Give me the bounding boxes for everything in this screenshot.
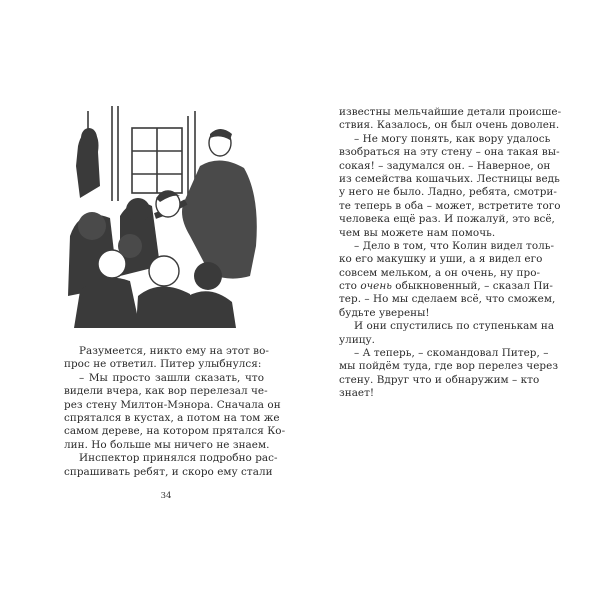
text-line: прос не ответил. Питер улыбнулся: <box>64 358 262 371</box>
text-line: тер. – Но мы сделаем всё, что сможем, <box>339 293 556 306</box>
chapter-illustration <box>60 106 270 328</box>
text-line: лин. Но больше мы ничего не знаем. <box>64 438 270 451</box>
illustration-inspector-and-children-icon <box>60 106 270 328</box>
italic-emphasis: очень <box>360 280 392 293</box>
text-line: – Не могу понять, как вору удалось <box>354 132 551 145</box>
text-line: известны мельчайшие детали происше- <box>339 106 562 118</box>
text-line: человека ещё раз. И пожалуй, это всё, <box>339 213 555 226</box>
text-line <box>339 280 553 293</box>
text-line: из семейства кошачьих. Лестницы ведь <box>339 172 560 185</box>
text-line: – Мы просто зашли сказать, что <box>79 371 264 384</box>
text-line: те теперь в оба – может, встретите того <box>339 199 561 212</box>
text-line: ствия. Казалось, он был очень доволен. <box>339 119 560 132</box>
left-page-text <box>64 345 286 479</box>
text-line: будьте уверены! <box>339 306 430 319</box>
text-line: Инспектор принялся подробно рас- <box>79 452 278 465</box>
text-line: спрашивать ребят, и скоро ему стали <box>64 465 273 478</box>
page-number: 34 <box>160 491 172 501</box>
text-line: И они спустились по ступенькам на <box>354 320 555 333</box>
text-line: – А теперь, – скомандовал Питер, – <box>354 347 549 360</box>
text-line: самом дереве, на котором прятался Ко- <box>64 425 286 438</box>
text-line: улицу. <box>339 333 376 346</box>
text-line: у него не было. Ладно, ребята, смотри- <box>339 186 557 199</box>
text-line: мы пойдём туда, где вор перелез через <box>339 360 559 373</box>
text-line: совсем мельком, а он очень, ну про- <box>339 266 541 279</box>
text-fragment: сто <box>339 280 361 293</box>
text-line: стену. Вдруг что и обнаружим – кто <box>339 373 540 386</box>
text-line: чем вы можете нам помочь. <box>339 226 496 239</box>
text-line: сокая! – задумался он. – Наверное, он <box>339 159 551 172</box>
text-line: видели вчера, как вор перелезал че- <box>64 385 268 398</box>
text-line: рез стену Милтон-Мэнора. Сначала он <box>64 398 281 411</box>
right-page-text <box>339 106 562 401</box>
text-line: – Дело в том, что Колин видел толь- <box>354 239 555 252</box>
text-line: Разумеется, никто ему на этот во- <box>79 345 269 357</box>
text-line: знает! <box>339 387 375 400</box>
text-fragment: обыкновенный, – сказал Пи- <box>391 280 553 293</box>
text-line: взобраться на эту стену – она такая вы- <box>339 146 560 159</box>
text-line: ко его макушку и уши, а я видел его <box>339 253 543 266</box>
text-line: спрятался в кустах, а потом на том же <box>64 411 280 424</box>
